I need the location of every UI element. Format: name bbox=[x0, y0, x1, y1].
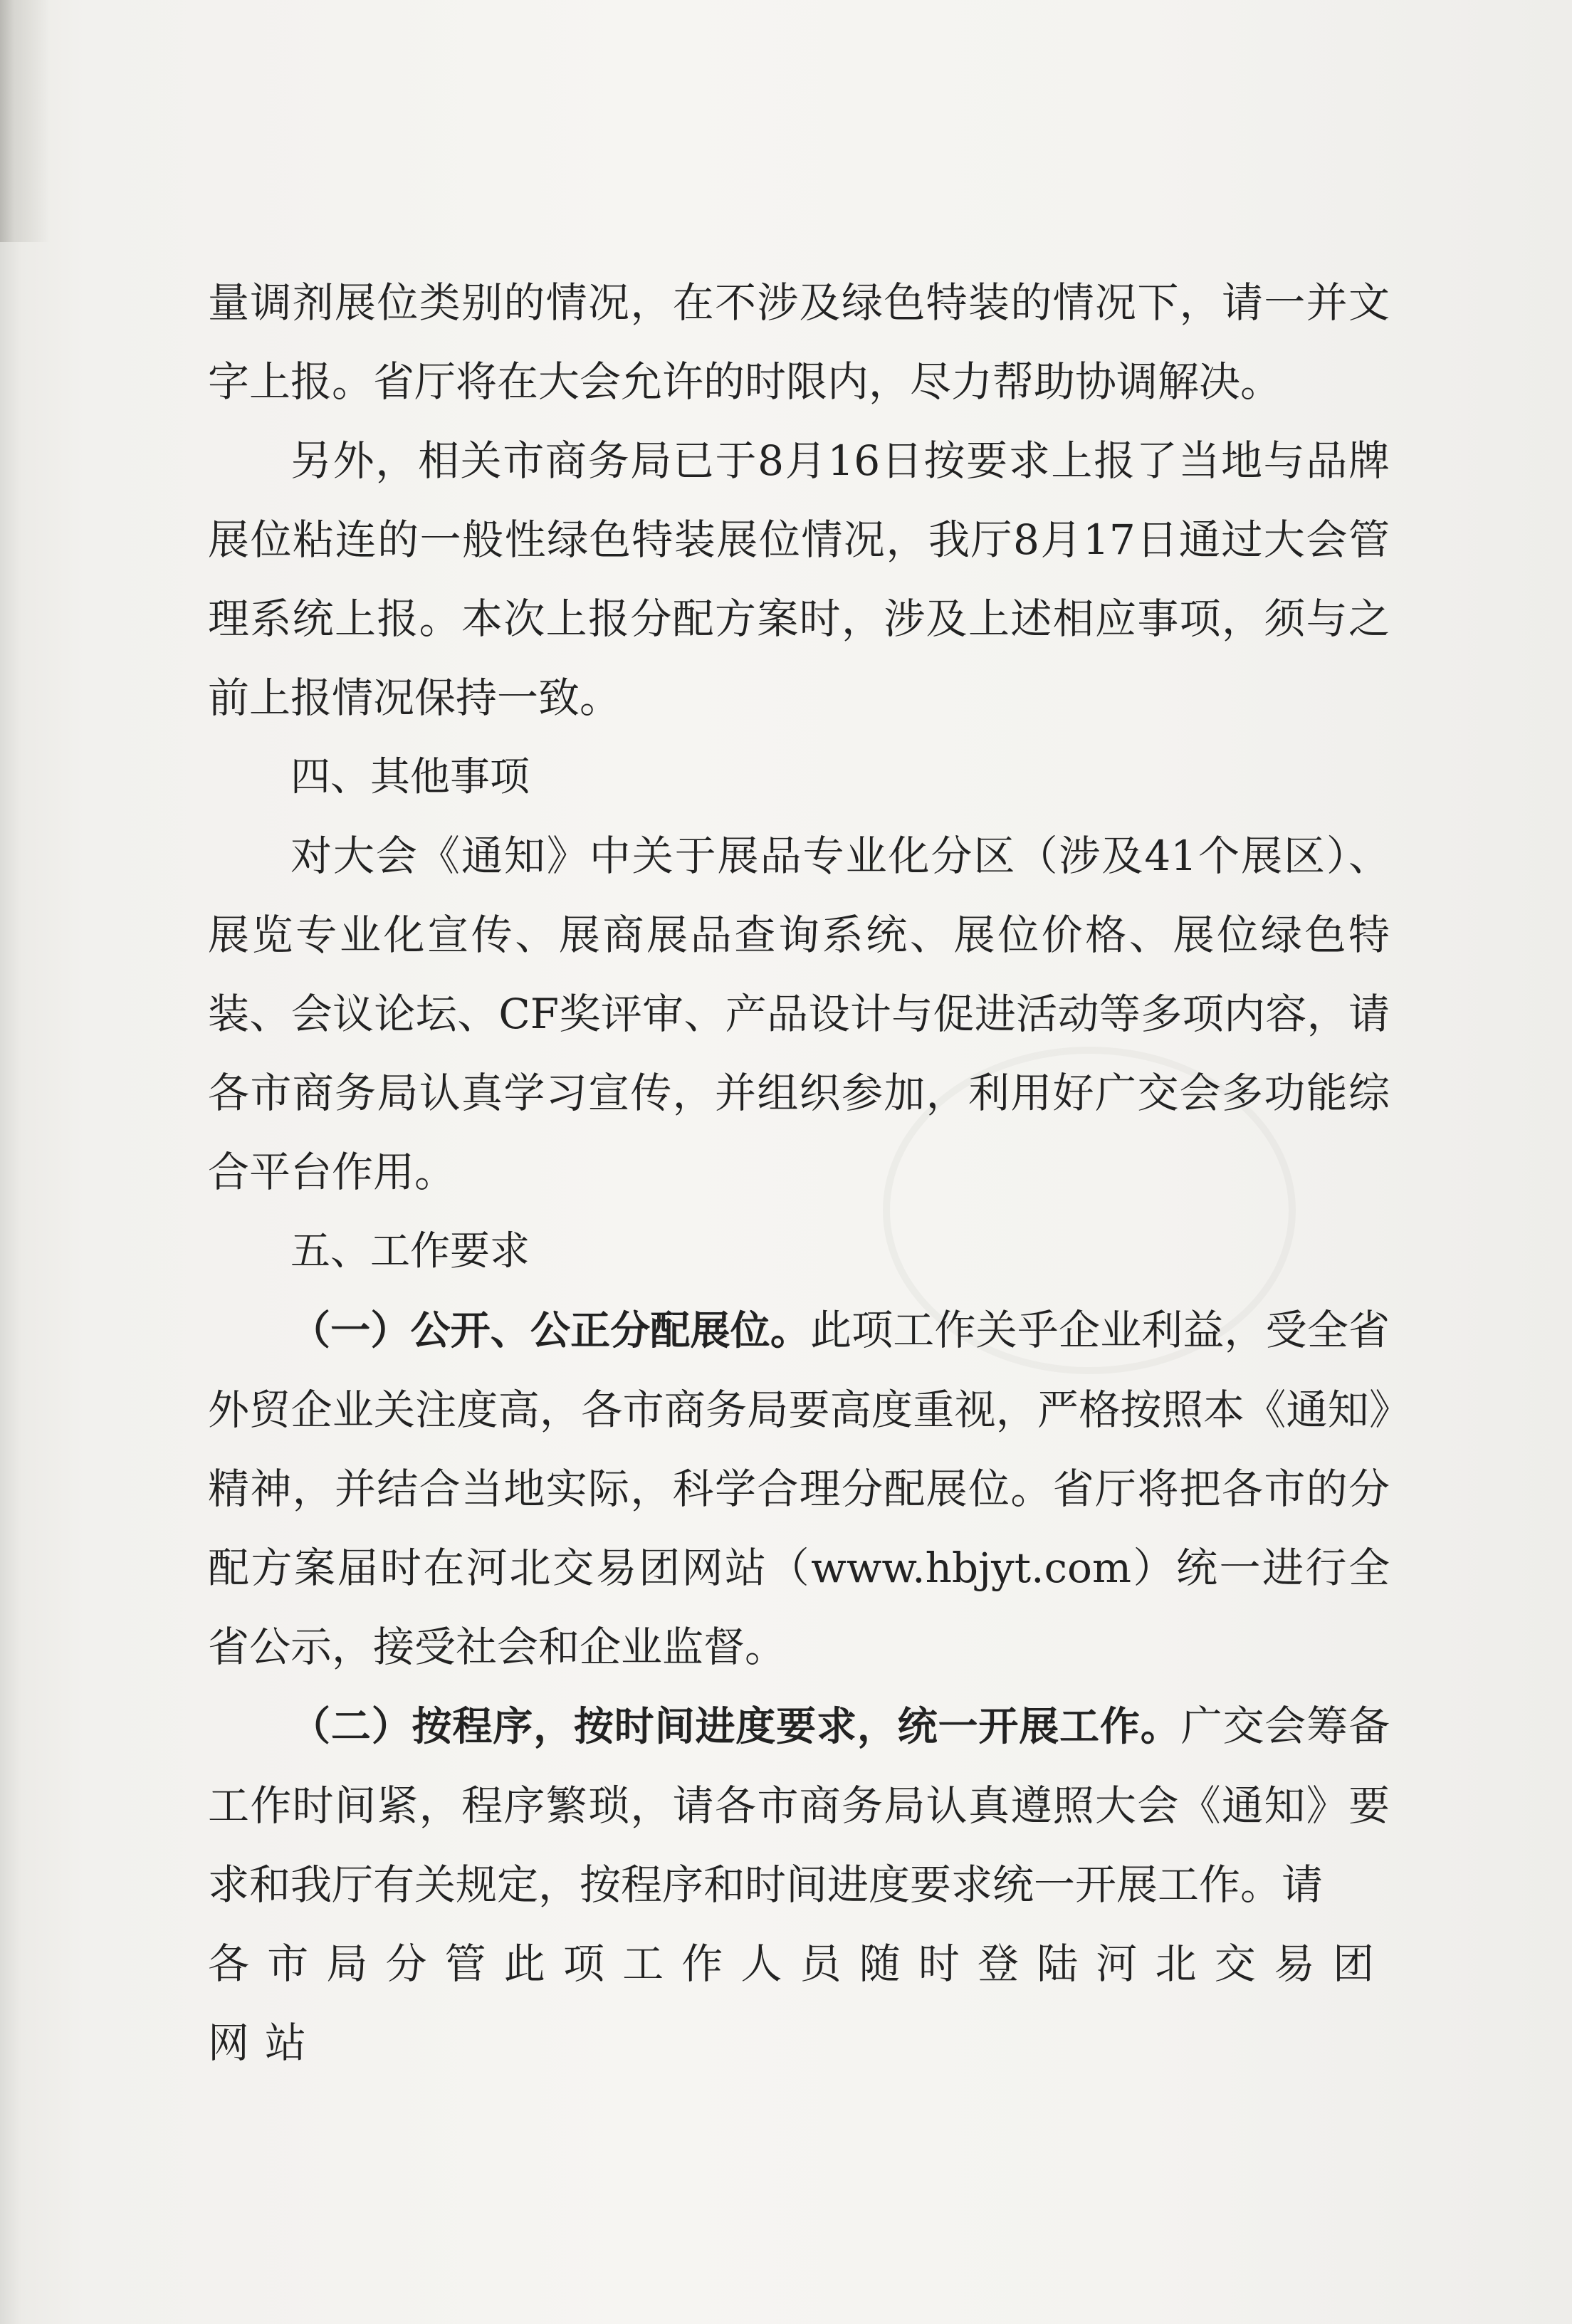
section-heading-work-requirements: 五、工作要求 bbox=[290, 1228, 530, 1274]
paragraph-additional-note: 另外，相关市商务局已于8月16日按要求上报了当地与品牌展位粘连的一般性绿色特装展位情况，我厅8月17日通过大会管理系统上报。本次上报分配方案时，涉及上述相应事项，须与之前上报情况保持一致。 bbox=[208, 436, 1390, 722]
paragraph-other-matters: 对大会《通知》中关于展品专业化分区（涉及41个展区）、展览专业化宣传、展商展品查询系统、展位价格、展位绿色特装、会议论坛、CF奖评审、产品设计与促进活动等多项内容，请各市商务局认真学习宣传，并组织参加，利用好广交会多功能综合平台作用。 bbox=[208, 832, 1390, 1196]
paragraph-continuation: 量调剂展位类别的情况，在不涉及绿色特装的情况下，请一并文字上报。省厅将在大会允许的时限内，尽力帮助协调解决。 bbox=[208, 278, 1390, 406]
document-body bbox=[208, 263, 1390, 2083]
requirement-2-text: 广交会筹备工作时间紧，程序繁琐，请各市商务局认真遵照大会《通知》要求和我厅有关规定，按程序和时间进度要求统一开展工作。请 bbox=[208, 1702, 1390, 1909]
page-edge-shadow bbox=[0, 0, 50, 242]
paragraph-requirement-2-last-line: 各市局分管此项工作人员随时登陆河北交易团网站 bbox=[208, 1940, 1390, 2067]
section-heading-other-matters: 四、其他事项 bbox=[290, 754, 530, 800]
requirement-2-lead: （二）按程序，按时间进度要求，统一开展工作。 bbox=[290, 1704, 1181, 1750]
requirement-1-lead: （一）公开、公正分配展位。 bbox=[290, 1308, 810, 1354]
paragraph-requirement-2 bbox=[208, 1687, 1390, 1925]
requirement-1-text: 此项工作关乎企业利益，受全省外贸企业关注度高，各市商务局要高度重视，严格按照本《通知》精神，并结合当地实际，科学合理分配展位。省厅将把各市的分配方案届时在河北交易团网站（www.hbjyt.com）统一进行全省公示，接受社会和企业监督。 bbox=[208, 1306, 1390, 1671]
paragraph-requirement-1 bbox=[208, 1291, 1390, 1687]
